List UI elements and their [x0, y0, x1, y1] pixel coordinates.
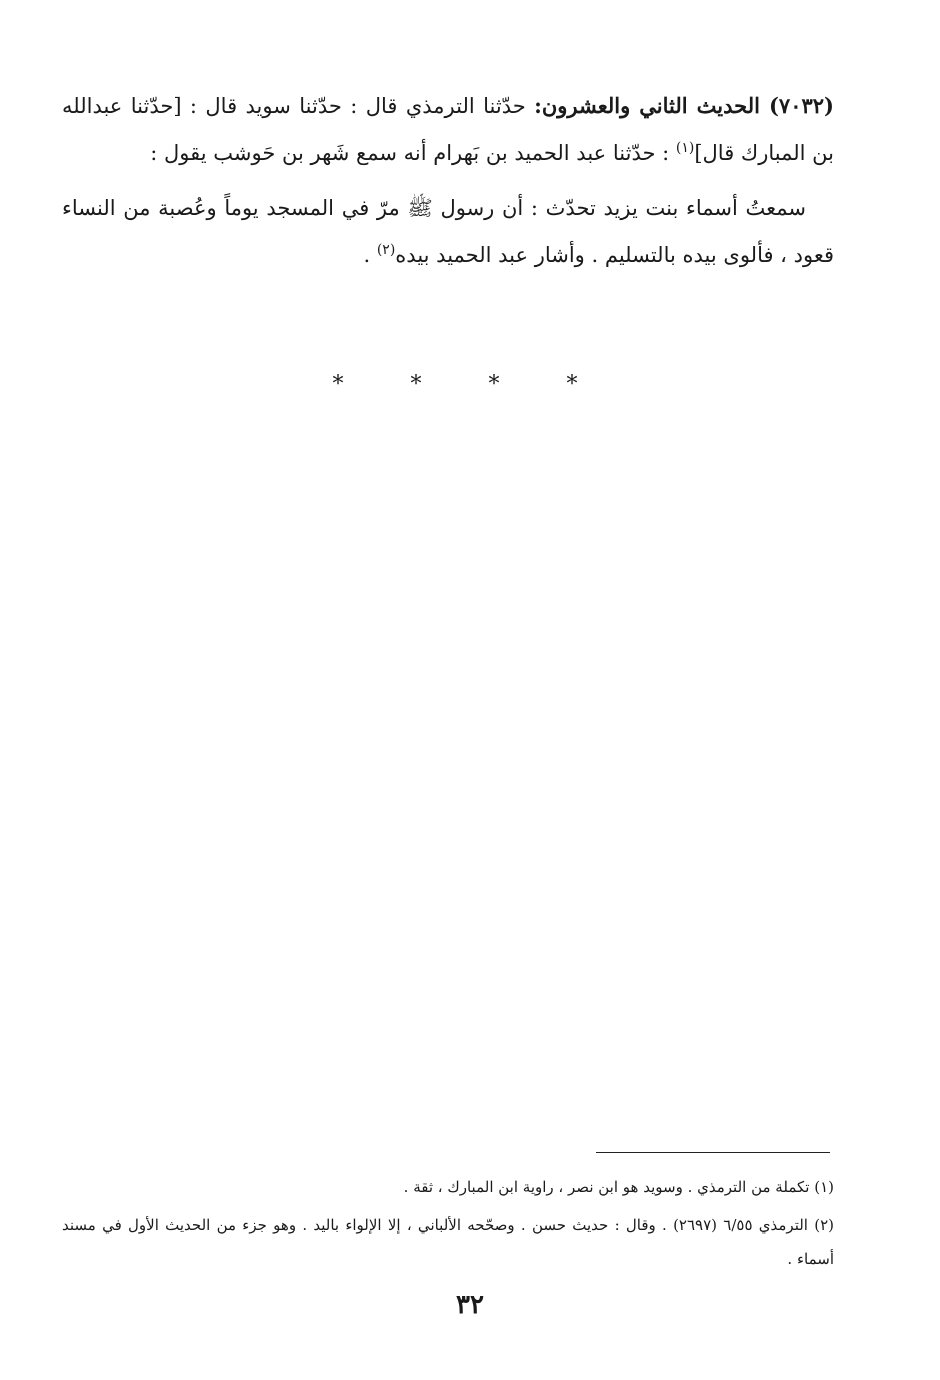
- isnad-text-part-1: حدّثنا الترمذي قال : حدّثنا سويد قال : [حدّثنا عبدالله بن المبارك قال]: [62, 94, 834, 165]
- section-separator: * * * *: [332, 372, 608, 397]
- isnad-text-part-2: : حدّثنا عبد الحميد بن بَهرام أنه سمع شَهر بن حَوشب يقول :: [150, 141, 676, 165]
- hadith-body: [62, 82, 834, 279]
- hadith-isnad: [62, 82, 834, 177]
- footnote-reference-2[interactable]: (٢): [376, 242, 396, 258]
- footnotes: [62, 1170, 834, 1276]
- hadith-matn: [62, 185, 834, 279]
- footnote-divider: [596, 1152, 830, 1153]
- matn-text-part-2: .: [363, 243, 377, 267]
- page-number: ٣٢: [456, 1290, 484, 1320]
- matn-text-part-1: سمعتُ أسماء بنت يزيد تحدّث : أن رسول ﷺ مرّ في المسجد يوماً وعُصبة من النساء قعود ، فألوى بيده بالتسليم . وأشار عبد الحميد بيده: [62, 196, 834, 267]
- hadith-heading: (٧٠٣٢) الحديث الثاني والعشرون:: [534, 93, 834, 118]
- footnote-1: (١) تكملة من الترمذي . وسويد هو ابن نصر ، راوية ابن المبارك ، ثقة .: [403, 1178, 834, 1196]
- footnote-2: (٢) الترمذي ٦/٥٥ (٢٦٩٧) . وقال : حديث حسن . وصحّحه الألباني ، إلا الإلواء باليد . وهو جزء من الحديث الأول في مسند أسماء .: [62, 1216, 834, 1268]
- footnote-reference-1[interactable]: (١): [675, 140, 695, 156]
